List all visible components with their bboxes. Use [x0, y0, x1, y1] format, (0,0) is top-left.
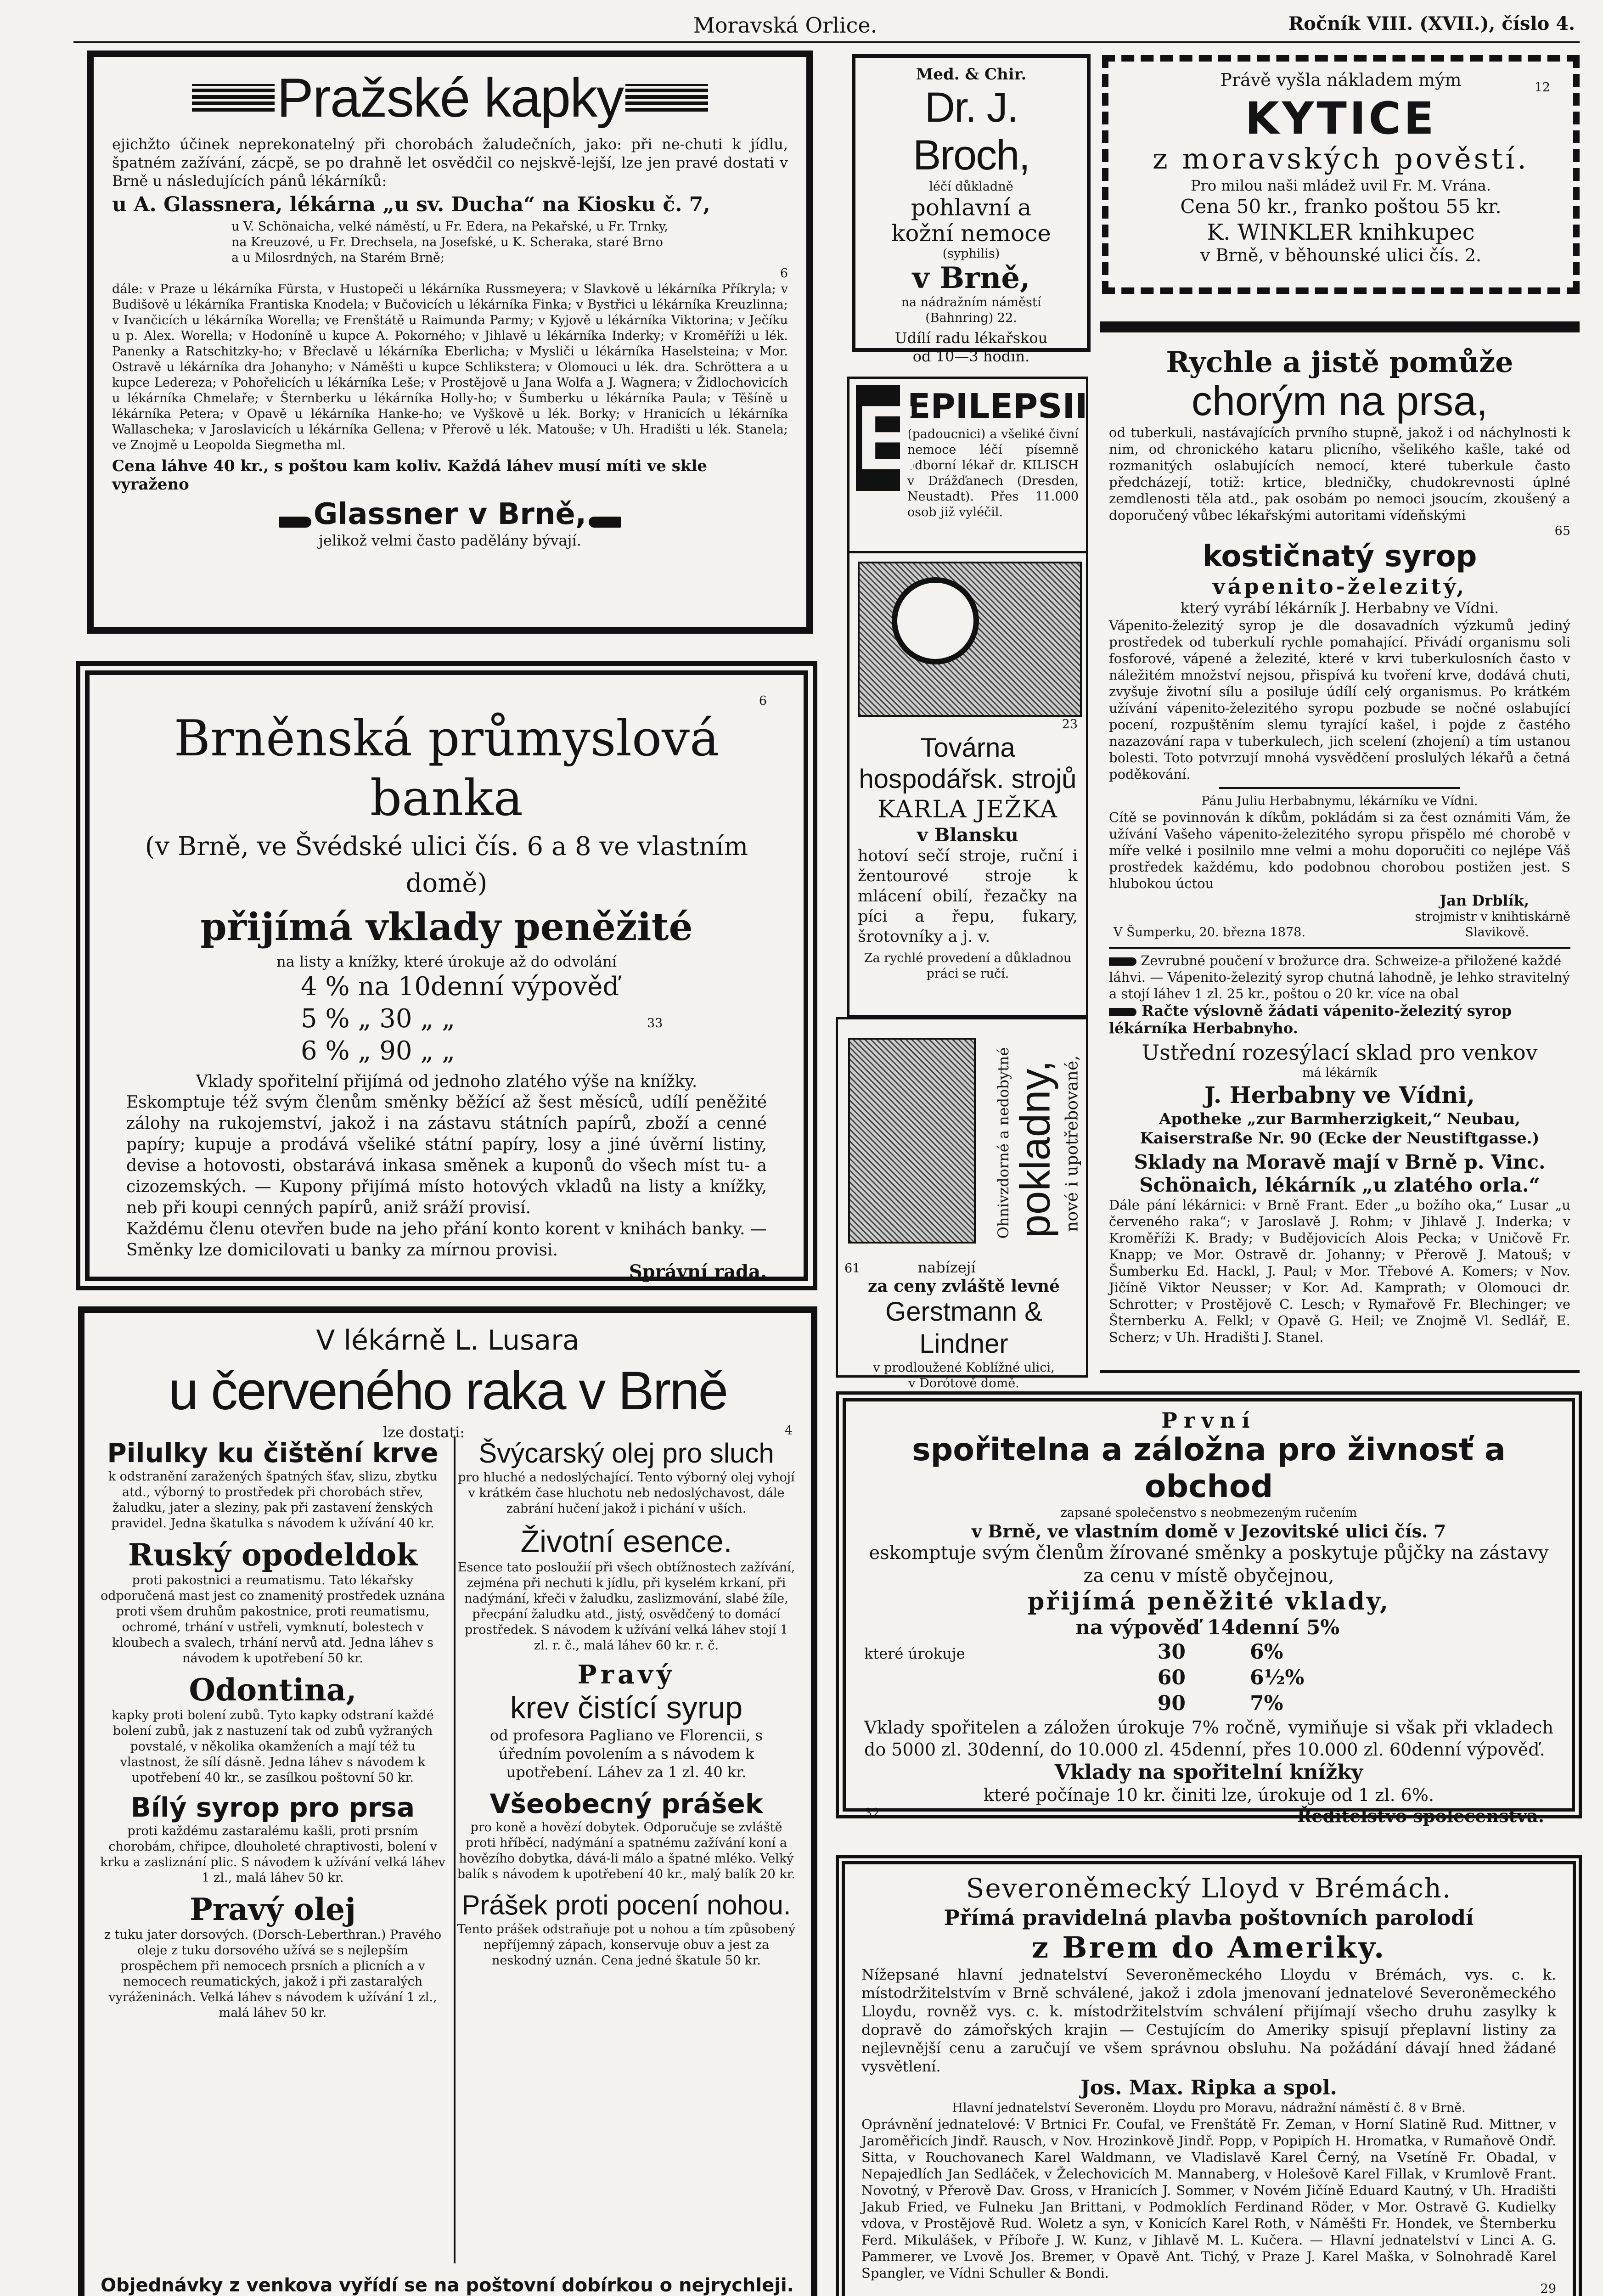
decor-bars-right	[625, 84, 708, 112]
banka-num2: 33	[647, 1016, 663, 1030]
product-item	[456, 1889, 796, 1969]
sporitelna-num: 32	[864, 1806, 880, 1820]
broch-line5: (syphilis)	[942, 247, 1000, 261]
herbabny-note1	[1109, 952, 1570, 1002]
product-item	[456, 1788, 796, 1882]
rate-term: na 10denní výpověď	[358, 972, 619, 1002]
herbabny-letter-to: Pánu Juliu Herbabnymu, lékárníku ve Vídni.	[1201, 794, 1478, 808]
epilepsie-ad	[847, 377, 1088, 553]
product-item	[98, 1672, 447, 1786]
kapky-sign-row	[112, 497, 788, 531]
jezek-ad	[847, 551, 1088, 1017]
herbabny-text2: Vápenito-železitý syrop je dle dosavadních výzkumů jediný prostředek od tuberkulí rychle pomahající. Přivádí organismu soli fosforové, vápené a železité, které v krvi tuberkulosních často v náležitém množství nejsou, přispívá ku tvoření krve, dodává chuti, zvyšuje životní sílu a posiluje údílí celý organismus. Po krátkém užívání vápenito-železitého syropu pozbude se nočné oslabující pocení, rozpuštěním slemu tyrající kašel, i pojde z častého nazazování rapa v tuberkulech, jich scelení (zhojení) a tím ustanou bolesti. Toto potvrzují mnohá vysvědčení proslulých lékařů a četná poděkování.	[1109, 618, 1570, 782]
pokladny-offer: nabízejí	[917, 1259, 976, 1276]
lusar-num: 4	[784, 1424, 793, 1438]
product-name: Bílý syrop pro prsa	[130, 1792, 415, 1823]
broch-line4: kožní nemoce	[891, 220, 1051, 247]
kapky-footer: jelikož velmi často padělány bývají.	[319, 532, 581, 549]
sporitelna-ad	[836, 1391, 1582, 1826]
epilepsie-initial-E: E	[856, 385, 900, 491]
rate-row	[301, 1035, 767, 1067]
jezek-foot: Za rychlé provedení a důkladnou práci se ručí.	[864, 951, 1072, 981]
epilepsie-text: (padoucnici) a všeliké čivní nemoce léčí písemně odborní lékař dr. KILISCH v Drážďanech (Dresden, Neustadt). Přes 11.000 osob již vyléčil.	[907, 427, 1079, 519]
decor-bars-left	[192, 84, 275, 112]
sporitelna-foot	[864, 1806, 1553, 1824]
rate-row	[864, 1665, 1553, 1691]
herbabny-maker: který vyrábí lékárník J. Herbabny ve Vídni.	[1180, 599, 1499, 617]
product-name: Pravý	[577, 1660, 675, 1690]
herbabny-title2: chorým na prsa,	[1191, 378, 1488, 424]
product-item	[98, 1537, 447, 1666]
lloyd-text1: Nížepsané hlavní jednatelství Severoněmeckého Lloydu v Brémách, vys. c. k. místodržitelstvím v Brně schválené, jakož i zdola jmenovaní jednatelové Severoněmeckého Lloydu, rovněž vys. c. k. místodržitelstvím schválení přijímají všecho druhu zasylky k dopravě do zámořských krajin — Cestujícím do Ameriky spisují přeplavní listiny za nejlevnější cenu a zaručují ve všem správnou obsluhu. Na požádání dávají hned žádané vysvětlení.	[861, 1966, 1556, 2075]
banka-address: (v Brně, ve Švédské ulici čís. 6 a 8 ve vlastním domě)	[145, 832, 748, 898]
broch-city: v Brně,	[912, 261, 1030, 295]
broch-hours1: Udílí radu lékařskou	[894, 329, 1048, 347]
herbabny-place-row	[1109, 925, 1570, 943]
pokladny-vert1: Ohnivzdorné a nedobytné	[995, 1047, 1012, 1239]
product-desc: pro koně a hovězí dobytek. Odporučuje se zvláště proti hříběcí, nadýmání a spatnému zažívání koní a hovězího dobytka, dává-li málo a špatné mléko. Velký balík s návodem k upotřebení 40 kr., malý balík 20 kr.	[457, 1820, 796, 1881]
wheel-icon	[892, 577, 979, 664]
product-name: Pilulky ku čištění krve	[107, 1437, 439, 1469]
lusar-col-left	[98, 1437, 456, 2263]
rate-row	[864, 1639, 1553, 1665]
pokladny-price: za ceny zvláště levné	[867, 1277, 1060, 1296]
broch-addr1: na nádražním náměstí	[901, 295, 1041, 310]
banka-text3: Každému členu otevřen bude na jeho přání konto korent v knihách banky. — Směnky lze domicilovati u banky za mírnou provisi.	[126, 1220, 767, 1260]
pokladny-num: 61	[844, 1261, 861, 1276]
kytice-line1: Pro milou naši mládež uvil Fr. M. Vrána.	[1191, 177, 1491, 194]
herbabny-signer: Jan Drblík,	[1440, 892, 1529, 909]
safe-illustration	[848, 1038, 976, 1244]
banka-sign: Správní rada.	[629, 1261, 767, 1283]
product-desc: proti každému zastaralému kašli, proti prsním chorobám, chřipce, dlouholeté chraptivosti, bolení v krku a zasliznání plic. S návodem k užívání velká láhev 1 zl., malá láhev 50 kr.	[100, 1824, 445, 1885]
rate-value: 7%	[1250, 1692, 1283, 1715]
rate-term: „ 30 „ „	[358, 1004, 456, 1034]
kapky-title: Pražské kapky	[276, 67, 624, 129]
banka-text1: Vklady spořitelní přijímá od jednoho zlatého výše na knížky.	[196, 1072, 697, 1091]
lloyd-num: 29	[1540, 2282, 1556, 2296]
lusar-title: u červeného raka v Brně	[168, 1361, 727, 1421]
rate-value: 6½%	[1250, 1666, 1305, 1689]
herbabny-name1: kostičnatý syrop	[1202, 540, 1477, 574]
kytice-top: Právě vyšla nákladem mým	[1220, 70, 1462, 90]
herbabny-ad	[1100, 321, 1580, 1373]
sporitelna-addr: v Brně, ve vlastním domě v Jezovitské ulici čís. 7	[971, 1521, 1446, 1542]
kytice-publisher: K. WINKLER knihkupec	[1207, 219, 1475, 245]
product-item	[98, 1791, 447, 1886]
product-item	[98, 1437, 447, 1531]
kytice-sub: z moravských pověstí.	[1153, 142, 1529, 175]
product-item	[98, 1891, 447, 2021]
sporitelna-text3: které počínaje 10 kr. činiti lze, úrokuje od 1 zl. 6%.	[983, 1785, 1434, 1805]
herbabny-central2: má lékárník	[1302, 1066, 1377, 1080]
herbabny-name2: vápenito-železitý,	[1212, 574, 1467, 599]
herbabny-note1-text: Zevrubné poučení v brožurce dra. Schweize-a přiložené každé láhvi. — Vápenito-železitý syrop chutná lahodně, je lehko stravitelný a stojí láhev 1 zl. 25 kr., poštou o 20 kr. více na obal	[1109, 953, 1570, 1002]
pointing-hand-icon	[279, 517, 311, 528]
rate-value: 5 %	[301, 1004, 350, 1034]
jezek-num: 23	[1062, 717, 1078, 732]
sporitelna-sign: Ředitelstvo společenstva.	[1297, 1806, 1544, 1826]
sporitelna-title: spořitelna a záložna pro živnosť a obchod	[912, 1432, 1506, 1505]
product-name: Všeobecný prášek	[489, 1788, 763, 1819]
banka-text2: Eskomptuje též svým členům směnky běžící až šest měsíců, udílí peněžité zálohy na rukojemství, jakož i na zástavu státních papírů, zboží a cenné papíry; kupuje a prodává všeliké státní papíry, losy a jiné úvěrní listiny, devise a hotovosti, obstarává inkasa směnek a kuponů do všech míst tu- a cizozemských. — Kupony přijímá místo hotových vkladů na listy a knížky, neb při koupi cenných papírů, aniž sráží provisí.	[126, 1093, 767, 1217]
broch-hours2: od 10—3 hodin.	[912, 348, 1030, 365]
herbabny-letter: Cítě se povinnován k díkům, pokládám si za čest oznámiti Vám, že užívání Vašeho vápenito-železitého syropu přispělo mé chorobě v míře velké i posilnilo mne velmi a mohu doporučiti co nejlépe Váš prostředek každému, kdo podobnou chorobou postižen jest. S hlubokou úctou	[1109, 810, 1570, 891]
lloyd-line1: Přímá pravidelná plavba poštovních parolodí	[944, 1905, 1474, 1930]
broch-name: Dr. J. Broch,	[913, 84, 1029, 179]
divider	[1219, 787, 1460, 789]
rate-days: 90	[1157, 1692, 1186, 1715]
herbabny-further: Dále pání lékárnici: v Brně Frant. Eder „u božího oka,“ Lusar „u červeného raka“; v Jaroslavě J. Rohm; v Jihlavě J. Inderka; v Kroměříži K. Brady; v Budějovicích Alois Pecka; v Uničově Fr. Knapp; ve Mor. Ostravě dr. Johanny; v Přerově J. Matouš; v Šumberku Ed. Hackl, J. Paul; v Mor. Třebové A. Komers; v Nov. Jičíně Viktor Neusser; v Kor. Ad. Kamprath; v Olomouci dr. Schrotter; v Prostějově C. Lesch; v Rymařově Fr. Blechinger; ve Šternberku A. Felkl; v Opavě G. Heil; ve Znojmě Vl. Sedlář, E. Scherz; v Uh. Hradišti J. Stanel.	[1109, 1197, 1570, 1345]
herbabny-signer-place: Slavikově.	[1465, 925, 1529, 940]
sporitelna-sub: zapsané společenstvo s neobmezeným ručením	[1060, 1506, 1357, 1520]
herbabny-central: Ustřední rozesýlací sklad pro venkov	[1142, 1040, 1538, 1065]
product-item	[456, 1437, 796, 1517]
banka-num: 6	[759, 694, 767, 708]
header-right: Ročník VIII. (XVII.), číslo 4.	[1288, 13, 1575, 34]
lloyd-title: Severoněmecký Lloyd v Brémách.	[966, 1873, 1452, 1904]
lusar-ad	[78, 1306, 817, 2296]
sporitelna-rates-label: které úrokuje	[864, 1645, 965, 1662]
pointing-hand-icon	[589, 517, 621, 528]
pokladny-vert3: nové i upotřebované,	[1063, 1055, 1082, 1232]
pointing-hand-icon	[1109, 957, 1136, 966]
kytice-ad	[1102, 55, 1580, 294]
product-item	[456, 1689, 796, 1781]
jezek-city: v Blansku	[917, 824, 1018, 846]
banka-headline: přijímá vklady peněžité	[200, 905, 693, 949]
pointing-hand-icon	[1109, 1008, 1136, 1016]
kapky-list: u V. Schönaicha, velké náměstí, u Fr. Edera, na Pekařské, u Fr. Trnky, na Kreuzové, u Fr. Drechsela, na Josefské, u K. Scheraka, staré Brno a u Milosrdných, na Starém Brně;	[231, 219, 668, 265]
kapky-sign: Glassner v Brně,	[313, 497, 587, 531]
kytice-num: 12	[1534, 80, 1550, 95]
sporitelna-rates	[864, 1639, 1553, 1716]
pokladny-addr1: v prodloužené Koblížné ulici,	[873, 1361, 1055, 1375]
sporitelna-text2: Vklady spořitelen a záložen úrokuje 7% ročně, vymiňuje si však při vkladech do 5000 zl. 30denní, do 10.000 zl. 45denní, přes 10.000 zl. 60denní výpověď.	[864, 1717, 1553, 1760]
pokladny-vert2: pokladny,	[1012, 1060, 1059, 1238]
epilepsie-title: EPILEPSII	[907, 387, 1088, 426]
rate-row	[864, 1691, 1553, 1716]
product-name: krev čistící syrup	[510, 1690, 743, 1725]
product-desc: k odstranění zaražených špatných šťav, slizu, zbytku atd., výborný to prostředek při chorobách střev, žaludku, jater a sleziny, pak při zastavení ženských pravidel. Jedna škatulka s návodem k užívání 40 kr.	[108, 1469, 438, 1531]
product-desc: kapky proti bolení zubů. Tyto kapky odstraní každé bolení zubů, jak z nastuzení tak od zubů vyžraných povstalé, v několika okamženích a mají též tu vlastnost, že sílí dásně. Jedna láhev s návodem k upotřebení 40 kr., se zasílkou poštovní 50 kr.	[112, 1708, 434, 1785]
sporitelna-headline2: Vklady na spořitelní knížky	[1054, 1761, 1363, 1784]
herbabny-note2-text: Račte výslovně žádati vápenito-železitý syrop lékárníka Herbabnyho.	[1109, 1002, 1512, 1037]
herbabny-text1: od tuberkuli, nastávajících prvního stupně, jakož i od náchylnosti k nim, od chronického kataru plicního, všelikého kašle, také od rozmanitých oslabujících nemocí, které tuberkule často předcházejí, totiž: krtice, bledničky, chudokrevnosti úplné zemdlenosti těla atd., pak osobám po nemoci jsoucím, zkoušený a doporučený vůbec lékařskými autoritami vídeňskými	[1109, 425, 1570, 523]
kapky-price: Cena láhve 40 kr., s poštou kam koliv. Každá láhev musí míti ve skle vyraženo	[112, 457, 708, 494]
kapky-dealers: dále: v Praze u lékárníka Fürsta, v Hustopeči u lékárníka Russmeyera; v Slavkově u lékárníka Příkryla; v Budišově u lékárníka Frantiska Knodela; v Bučovicích u lékárníka Finka; v Bystřici u lékárníka Kreuzlinna; v Ivančicích u lékárníka Worella; ve Frenštátě u Raimunda Parmy; v Kyjově u lékárníka Viktorina; v Ječíku u p. Alex. Worella; v Hodoníně u kupce A. Pokorného; v Jihlavě u lékárníka Inderky; v Kroměříži u lék. Panenky a Ratschitzky-ho; v Břeclavě u lékárníka Eberlicha; v Mysliči u lékárníka Haselsteina; v Mor. Ostravě u lékárníka dra Johanyho; v Náměšti u kupce Schlikstera; v Olomouci u lék. dra. Schröttera a u kupce Ledereza; v Pohořelicích u lékárníka Leše; v Prostějově u Jana Wolfa a J. Wagnera; v Židlochovicích u lékárníka Chmelaře; v Šternberku u lékárníka Holly-ho; v Šumberku u lékárníka Paula; v Těšíně u lékárníka Petera; v Opavě u lékárníka Hanke-ho; ve Vyškově u lék. Borky; v Hranicích u lékárníka Wallascheka; v Jaroslavicích u lékárníka Gellena; v Přerově u lék. Matouše; v Uh. Hradišti u lék. Stanela; ve Znojmě u Leopolda Siegmetha ml.	[112, 282, 788, 452]
broch-line3: pohlavní a	[911, 194, 1032, 221]
herbabny-note2	[1109, 1002, 1570, 1037]
jezek-title: Továrna hospodářsk. strojů	[859, 733, 1077, 794]
pokladny-addr2: v Dorótově domě.	[908, 1376, 1019, 1390]
product-name: Ruský opodeldok	[128, 1537, 418, 1573]
broch-line2: léčí důkladně	[929, 180, 1013, 194]
rate-row	[301, 1003, 767, 1035]
product-name: Odontina,	[189, 1672, 357, 1708]
banka-sub: na listy a knížky, které úrokuje až do odvolání	[276, 953, 617, 970]
product-desc: proti pakostnici a reumatismu. Tato lékařsky odporučená mast jest co znamenitý prostředek uznána proti všem druhům pakostnice, proti reumatismu, ochromé, trhání v ustřeli, vymknutí, bolestech v kloubech a svalech, trhání nervů atd. Jedna láhev s návodem k upotřebení 50 kr.	[101, 1573, 445, 1666]
rate-days: 60	[1157, 1666, 1186, 1689]
lusar-lze: lze dostati:	[383, 1424, 465, 1441]
herbabny-pharm: J. Herbabny ve Vídni,	[1204, 1081, 1475, 1109]
banka-rates	[126, 971, 767, 1067]
jezek-name: KARLA JEŽKA	[877, 796, 1058, 823]
herbabny-title1: Rychle a jistě pomůže	[1166, 345, 1513, 379]
lusar-col-right	[456, 1437, 796, 2263]
header-rule	[73, 41, 1580, 43]
kytice-addr: v Brně, v běhounské ulici čís. 2.	[1200, 245, 1482, 265]
product-name: Prášek proti pocení nohou.	[461, 1890, 791, 1920]
banka-ad	[76, 661, 817, 1290]
lusar-top: V lékárně L. Lusara	[316, 1324, 579, 1356]
herbabny-signer-title: strojmistr v knihtiskárně	[1415, 910, 1570, 924]
herbabny-num: 65	[1554, 524, 1570, 538]
kapky-intro: ejichžto účinek neprekonatelný při chorobách žaludečních, jako: při ne-chuti k jídlu, špatném zažívání, zácpě, se po drahně let osvědčil co nejskvě-lejší, lze jen pravé dostati v Brně u následujících pánů lékárníků:	[112, 135, 788, 190]
rate-row	[301, 971, 767, 1003]
sporitelna-pre: První	[1161, 1408, 1256, 1433]
kapky-title-row	[112, 66, 788, 135]
kytice-line2: Cena 50 kr., franko poštou 55 kr.	[1180, 195, 1502, 218]
product-desc: pro hluché a nedoslýchající. Tento výborný olej vyhojí v krátkém čase hluchotu neb nedoslýchavost, dále zabrání hučení jakož i pichání v uších.	[458, 1470, 795, 1516]
pokladny-firm: Gerstmann & Lindner	[885, 1297, 1042, 1359]
product-desc: z tuku jater dorsových. (Dorsch-Leberthran.) Pravého oleje z tuku dorsového užívá se s nejlepším prospěchem při nemocech prsních a plicních a v nemocech reumatických, jakož i při zastaralých vyráženinách. Velká láhev s návodem k užívání 1 zl., malá láhev 50 kr.	[104, 1928, 442, 2020]
lloyd-agent: Jos. Max. Ripka a spol.	[1080, 2076, 1337, 2099]
lloyd-text2: Oprávnění jednatelové: V Brtnici Fr. Coufal, ve Frenštátě Fr. Zeman, v Horní Slatině Rud. Mittner, v Jaroměřicích Jindř. Rausch, v Nov. Hrozinkově Jindř. Popp, v Popipích H. Hromatka, v Rumaňově Ondř. Sitta, v Rouchovanech Karel Waldmann, ve Vladislavě Karel Černý, na Vsetíně Fr. Obadal, v Nepajedlích Jan Sedláček, v Želechovicích M. Mannaberg, v Holešově Karel Fillak, v Krumlově Frant. Novotný, v Přerově Dav. Gross, v Hranicích J. Sommer, v Novém Jičíně Eduard Kautný, v Uh. Hradišti Jakub Fried, ve Fulneku Jan Brittani, v Podmoklích Ferdinand Röder, v Mor. Ostravě G. Kudielky vdova, v Prostějově Rud. Woletz a syn, v Konicích Karel Roth, v Náměšti Fr. Hondek, ve Šternberku Ferd. Mikulášek, v Příboře J. W. Kunz, v Jihlavě M. L. Kučera. — Hlavní jednatelství v Linci A. G. Pammerer, ve Lvově Jos. Bremer, v Opavě Ant. Tichý, v Praze J. Karel Maška, v Solnohradě Karel Spangler, ve Vídni Schuller & Bondi.	[861, 2116, 1556, 2281]
banka-title: Brněnská průmyslová banka	[174, 710, 720, 827]
broch-line1: Med. & Chir.	[916, 65, 1027, 84]
rate-value: 6 %	[301, 1036, 350, 1066]
rate-days: 30	[1157, 1640, 1186, 1664]
pokladny-lower	[844, 1258, 1083, 1391]
page-header	[96, 13, 1575, 40]
threshing-machine-illustration	[858, 562, 1082, 717]
jezek-text: hotoví sečí stroje, ruční i žentourové stroje k mlácení obilí, řezačky na píci a řepu, fukary, šrotovníky a j. v.	[858, 847, 1078, 946]
lusar-footer: Objednávky z venkova vyřídí se na poštovní dobírkou o nejrychleji.	[101, 2275, 794, 2296]
product-name: Životní esence.	[520, 1524, 732, 1559]
product-item	[456, 1660, 796, 1689]
divider	[1109, 947, 1570, 949]
herbabny-place: V Šumperku, 20. března 1878.	[1114, 925, 1305, 940]
rate-value: 6%	[1250, 1640, 1283, 1664]
sporitelna-text1: eskomptuje svým členům žírované směnky a poskytuje půjčky na zástavy za cenu v místě obyčejnou,	[869, 1542, 1549, 1587]
broch-ad	[852, 54, 1091, 365]
product-name: Pravý olej	[190, 1891, 356, 1927]
product-item	[456, 1523, 796, 1654]
product-desc: Tento prášek odstraňuje pot u nohou a tím způsobený nepříjemný zápach, konservuje obuv a jest za neskodný uznán. Cena jedné škatule 50 kr.	[457, 1922, 796, 1968]
pokladny-ad	[836, 1017, 1088, 1390]
product-desc: od profesora Pagliano ve Florencii, s úředním povolením a s návodem k upotřebení. Láhev za 1 zl. 40 kr.	[489, 1727, 763, 1781]
lloyd-ad	[836, 1855, 1582, 2296]
rate-term: „ 90 „ „	[358, 1036, 456, 1066]
lloyd-agent2: Hlavní jednatelství Severoněm. Lloydu pro Moravu, nádražní náměstí č. 8 v Brně.	[952, 2101, 1466, 2115]
product-desc: Esence tato posloužií při všech obtížnostech zažívání, zejména při nechuti k jídlu, při kyselém krkaní, při nadýmání, křeči v žaludku, zaslizmování, slabé žíle, přecpání žaludku atd., jistý, osvědčený to domácí prostředek. S návodem k užívání velká láhev stojí 1 zl. r. č., malá láhev 60 kr. r. č.	[457, 1560, 795, 1653]
broch-addr2: (Bahnring) 22.	[925, 311, 1017, 325]
kapky-ad	[87, 51, 813, 634]
sporitelna-headline: přijímá peněžité vklady,	[1027, 1587, 1390, 1615]
pokladny-vertical	[976, 1029, 1081, 1258]
herbabny-pharm-addr: Apotheke „zur Barmherzigkeit,“ Neubau, Kaiserstraße Nr. 90 (Ecke der Neustiftgasse.)	[1140, 1110, 1540, 1148]
sporitelna-na: na výpověď 14denní 5%	[1075, 1616, 1340, 1639]
kytice-title: KYTICE	[1245, 93, 1437, 144]
header-center: Moravská Orlice.	[693, 13, 877, 38]
kapky-agent: u A. Glassnera, lékárna „u sv. Ducha“ na Kiosku č. 7,	[112, 193, 710, 216]
herbabny-sklady: Sklady na Moravě mají v Brně p. Vinc. Schönaich, lékárník „u zlatého orla.“	[1134, 1151, 1546, 1196]
rate-value: 4 %	[301, 972, 350, 1002]
kapky-num: 6	[780, 266, 788, 281]
product-name: Švýcarský olej pro sluch	[478, 1438, 774, 1469]
lloyd-line2: z Brem do Ameriky.	[1031, 1930, 1386, 1965]
